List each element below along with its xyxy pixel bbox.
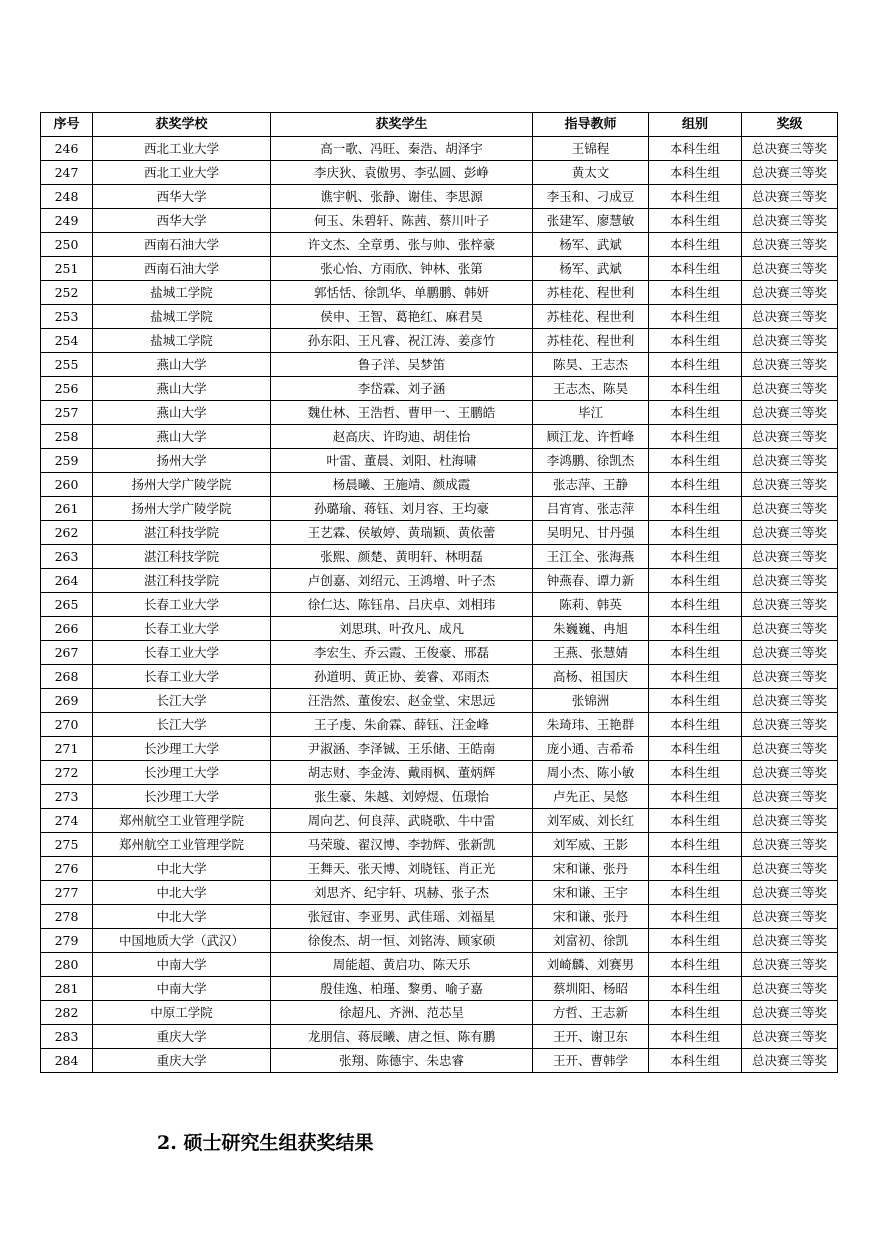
cell-award: 总决赛三等奖 [742, 449, 838, 473]
cell-students: 周能超、黄启功、陈天乐 [271, 953, 533, 977]
cell-award: 总决赛三等奖 [742, 377, 838, 401]
cell-award: 总决赛三等奖 [742, 569, 838, 593]
cell-group: 本科生组 [649, 497, 742, 521]
cell-advisors: 陈昊、王志杰 [533, 353, 649, 377]
cell-group: 本科生组 [649, 785, 742, 809]
cell-school: 中南大学 [93, 977, 271, 1001]
table-header-row [41, 113, 838, 137]
cell-students: 卢创嘉、刘绍元、王鸿增、叶子杰 [271, 569, 533, 593]
cell-index: 279 [41, 929, 93, 953]
table-row [41, 809, 838, 833]
cell-advisors: 李玉和、刁成豆 [533, 185, 649, 209]
cell-school: 燕山大学 [93, 353, 271, 377]
cell-students: 王舞天、张天博、刘晓钰、肖正光 [271, 857, 533, 881]
cell-advisors: 王开、谢卫东 [533, 1025, 649, 1049]
cell-advisors: 王江全、张海燕 [533, 545, 649, 569]
cell-index: 265 [41, 593, 93, 617]
table-row [41, 641, 838, 665]
cell-students: 许文杰、全章勇、张与帅、张梓豪 [271, 233, 533, 257]
table-row [41, 1049, 838, 1073]
cell-advisors: 黄太文 [533, 161, 649, 185]
cell-award: 总决赛三等奖 [742, 425, 838, 449]
cell-award: 总决赛三等奖 [742, 353, 838, 377]
table-row [41, 473, 838, 497]
cell-index: 283 [41, 1025, 93, 1049]
cell-award: 总决赛三等奖 [742, 665, 838, 689]
cell-award: 总决赛三等奖 [742, 905, 838, 929]
cell-students: 杨晨曦、王施靖、颜成霞 [271, 473, 533, 497]
cell-school: 盐城工学院 [93, 281, 271, 305]
table-row [41, 881, 838, 905]
cell-school: 扬州大学 [93, 449, 271, 473]
cell-students: 侯申、王智、葛艳红、麻君昊 [271, 305, 533, 329]
cell-group: 本科生组 [649, 689, 742, 713]
cell-group: 本科生组 [649, 929, 742, 953]
cell-group: 本科生组 [649, 641, 742, 665]
cell-students: 赵高庆、许昀迪、胡佳怡 [271, 425, 533, 449]
table-row [41, 665, 838, 689]
cell-index: 273 [41, 785, 93, 809]
cell-index: 281 [41, 977, 93, 1001]
cell-advisors: 方哲、王志新 [533, 1001, 649, 1025]
cell-award: 总决赛三等奖 [742, 689, 838, 713]
cell-award: 总决赛三等奖 [742, 641, 838, 665]
cell-students: 王子虔、朱俞霖、薛钰、汪金峰 [271, 713, 533, 737]
cell-group: 本科生组 [649, 425, 742, 449]
cell-group: 本科生组 [649, 161, 742, 185]
cell-award: 总决赛三等奖 [742, 737, 838, 761]
table-row [41, 233, 838, 257]
cell-group: 本科生组 [649, 977, 742, 1001]
cell-students: 谯宇帆、张静、谢佳、李思源 [271, 185, 533, 209]
cell-award: 总决赛三等奖 [742, 833, 838, 857]
cell-advisors: 苏桂花、程世利 [533, 329, 649, 353]
cell-school: 长春工业大学 [93, 665, 271, 689]
cell-index: 267 [41, 641, 93, 665]
table-row [41, 1025, 838, 1049]
cell-school: 燕山大学 [93, 425, 271, 449]
cell-school: 中北大学 [93, 881, 271, 905]
cell-advisors: 吴明兄、甘丹强 [533, 521, 649, 545]
cell-students: 张心怡、方雨欣、钟林、张第 [271, 257, 533, 281]
table-row [41, 353, 838, 377]
cell-school: 中北大学 [93, 857, 271, 881]
cell-school: 长江大学 [93, 689, 271, 713]
cell-advisors: 高杨、祖国庆 [533, 665, 649, 689]
cell-award: 总决赛三等奖 [742, 521, 838, 545]
table-row [41, 761, 838, 785]
cell-group: 本科生组 [649, 713, 742, 737]
cell-group: 本科生组 [649, 281, 742, 305]
table-row [41, 1001, 838, 1025]
cell-students: 张翔、陈德宇、朱忠睿 [271, 1049, 533, 1073]
cell-school: 湛江科技学院 [93, 569, 271, 593]
cell-group: 本科生组 [649, 353, 742, 377]
cell-group: 本科生组 [649, 473, 742, 497]
cell-group: 本科生组 [649, 305, 742, 329]
cell-group: 本科生组 [649, 1025, 742, 1049]
awards-table [40, 112, 838, 1073]
table-row [41, 545, 838, 569]
cell-school: 西北工业大学 [93, 137, 271, 161]
cell-advisors: 蔡圳阳、杨昭 [533, 977, 649, 1001]
cell-index: 249 [41, 209, 93, 233]
cell-advisors: 周小杰、陈小敏 [533, 761, 649, 785]
cell-index: 248 [41, 185, 93, 209]
cell-group: 本科生组 [649, 233, 742, 257]
table-row [41, 713, 838, 737]
cell-advisors: 宋和谦、张丹 [533, 905, 649, 929]
cell-school: 西华大学 [93, 185, 271, 209]
cell-school: 中原工学院 [93, 1001, 271, 1025]
cell-award: 总决赛三等奖 [742, 809, 838, 833]
cell-index: 250 [41, 233, 93, 257]
cell-school: 长春工业大学 [93, 641, 271, 665]
cell-award: 总决赛三等奖 [742, 137, 838, 161]
cell-students: 张生豪、朱越、刘婷煜、伍璟怡 [271, 785, 533, 809]
cell-index: 259 [41, 449, 93, 473]
cell-students: 何玉、朱碧轩、陈茜、蔡川叶子 [271, 209, 533, 233]
cell-group: 本科生组 [649, 1001, 742, 1025]
cell-index: 270 [41, 713, 93, 737]
cell-index: 280 [41, 953, 93, 977]
table-row [41, 977, 838, 1001]
cell-award: 总决赛三等奖 [742, 401, 838, 425]
cell-school: 重庆大学 [93, 1025, 271, 1049]
cell-award: 总决赛三等奖 [742, 1025, 838, 1049]
cell-students: 马荣璇、翟汉博、李勃辉、张新凯 [271, 833, 533, 857]
cell-index: 260 [41, 473, 93, 497]
cell-advisors: 张志萍、王静 [533, 473, 649, 497]
cell-advisors: 王锦程 [533, 137, 649, 161]
cell-group: 本科生组 [649, 881, 742, 905]
col-header-students: 获奖学生 [271, 113, 533, 137]
cell-group: 本科生组 [649, 737, 742, 761]
cell-award: 总决赛三等奖 [742, 977, 838, 1001]
cell-students: 高一歌、冯旺、秦浩、胡泽宇 [271, 137, 533, 161]
cell-award: 总决赛三等奖 [742, 617, 838, 641]
cell-group: 本科生组 [649, 761, 742, 785]
cell-index: 257 [41, 401, 93, 425]
cell-index: 264 [41, 569, 93, 593]
cell-award: 总决赛三等奖 [742, 281, 838, 305]
cell-award: 总决赛三等奖 [742, 305, 838, 329]
cell-students: 尹淑涵、李泽铖、王乐储、王皓南 [271, 737, 533, 761]
cell-advisors: 朱巍巍、冉旭 [533, 617, 649, 641]
cell-school: 郑州航空工业管理学院 [93, 809, 271, 833]
cell-index: 253 [41, 305, 93, 329]
cell-advisors: 王开、曹韩学 [533, 1049, 649, 1073]
cell-award: 总决赛三等奖 [742, 785, 838, 809]
cell-group: 本科生组 [649, 257, 742, 281]
cell-students: 张熙、颜楚、黄明轩、林明磊 [271, 545, 533, 569]
cell-index: 263 [41, 545, 93, 569]
cell-index: 258 [41, 425, 93, 449]
cell-group: 本科生组 [649, 137, 742, 161]
cell-advisors: 顾江龙、许哲峰 [533, 425, 649, 449]
table-body [41, 137, 838, 1073]
cell-group: 本科生组 [649, 545, 742, 569]
table-row [41, 953, 838, 977]
cell-school: 重庆大学 [93, 1049, 271, 1073]
cell-advisors: 钟燕春、谭力新 [533, 569, 649, 593]
cell-group: 本科生组 [649, 329, 742, 353]
table-row [41, 929, 838, 953]
cell-group: 本科生组 [649, 449, 742, 473]
cell-group: 本科生组 [649, 617, 742, 641]
col-header-index: 序号 [41, 113, 93, 137]
table-row [41, 449, 838, 473]
cell-index: 254 [41, 329, 93, 353]
cell-index: 271 [41, 737, 93, 761]
cell-group: 本科生组 [649, 1049, 742, 1073]
cell-index: 247 [41, 161, 93, 185]
cell-award: 总决赛三等奖 [742, 545, 838, 569]
cell-school: 燕山大学 [93, 401, 271, 425]
col-header-advisors: 指导教师 [533, 113, 649, 137]
cell-school: 盐城工学院 [93, 329, 271, 353]
table-row [41, 209, 838, 233]
cell-students: 鲁子洋、吴梦笛 [271, 353, 533, 377]
cell-index: 277 [41, 881, 93, 905]
cell-school: 西南石油大学 [93, 233, 271, 257]
table-row [41, 257, 838, 281]
cell-students: 徐俊杰、胡一恒、刘铭涛、顾家硕 [271, 929, 533, 953]
cell-group: 本科生组 [649, 209, 742, 233]
cell-students: 孙道明、黄正协、姜睿、邓雨杰 [271, 665, 533, 689]
cell-students: 张冠宙、李亚男、武佳瑶、刘福星 [271, 905, 533, 929]
cell-index: 282 [41, 1001, 93, 1025]
cell-school: 郑州航空工业管理学院 [93, 833, 271, 857]
cell-award: 总决赛三等奖 [742, 497, 838, 521]
cell-school: 扬州大学广陵学院 [93, 473, 271, 497]
table-row [41, 425, 838, 449]
cell-students: 孙东阳、王凡睿、祝江涛、姜彦竹 [271, 329, 533, 353]
cell-students: 郭恬恬、徐凯华、单鹏鹏、韩妍 [271, 281, 533, 305]
cell-award: 总决赛三等奖 [742, 329, 838, 353]
cell-advisors: 刘崎麟、刘赛男 [533, 953, 649, 977]
cell-index: 275 [41, 833, 93, 857]
table-row [41, 905, 838, 929]
cell-students: 徐超凡、齐洲、范芯呈 [271, 1001, 533, 1025]
cell-award: 总决赛三等奖 [742, 209, 838, 233]
table-row [41, 497, 838, 521]
table-row [41, 617, 838, 641]
cell-school: 湛江科技学院 [93, 545, 271, 569]
cell-index: 246 [41, 137, 93, 161]
cell-index: 272 [41, 761, 93, 785]
cell-advisors: 庞小通、吉希希 [533, 737, 649, 761]
table-row [41, 785, 838, 809]
cell-advisors: 苏桂花、程世利 [533, 305, 649, 329]
cell-school: 扬州大学广陵学院 [93, 497, 271, 521]
cell-advisors: 李鸿鹏、徐凯杰 [533, 449, 649, 473]
table-row [41, 833, 838, 857]
cell-school: 中北大学 [93, 905, 271, 929]
cell-award: 总决赛三等奖 [742, 881, 838, 905]
table-row [41, 521, 838, 545]
cell-advisors: 刘军威、王影 [533, 833, 649, 857]
cell-award: 总决赛三等奖 [742, 1001, 838, 1025]
cell-index: 256 [41, 377, 93, 401]
cell-advisors: 王燕、张慧婧 [533, 641, 649, 665]
cell-students: 李庆狄、袁傲男、李弘圆、彭峥 [271, 161, 533, 185]
cell-students: 叶雷、董晨、刘阳、杜海啸 [271, 449, 533, 473]
cell-school: 长春工业大学 [93, 593, 271, 617]
cell-advisors: 王志杰、陈昊 [533, 377, 649, 401]
cell-school: 湛江科技学院 [93, 521, 271, 545]
cell-students: 殷佳逸、柏瑾、黎勇、喻子嘉 [271, 977, 533, 1001]
table-row [41, 737, 838, 761]
table-row [41, 593, 838, 617]
cell-students: 刘思齐、纪宇轩、巩赫、张子杰 [271, 881, 533, 905]
cell-advisors: 张建军、廖慧敏 [533, 209, 649, 233]
cell-school: 西北工业大学 [93, 161, 271, 185]
table-row [41, 161, 838, 185]
cell-school: 长江大学 [93, 713, 271, 737]
cell-award: 总决赛三等奖 [742, 761, 838, 785]
table-row [41, 569, 838, 593]
cell-award: 总决赛三等奖 [742, 857, 838, 881]
cell-school: 长沙理工大学 [93, 737, 271, 761]
cell-advisors: 苏桂花、程世利 [533, 281, 649, 305]
cell-group: 本科生组 [649, 185, 742, 209]
cell-group: 本科生组 [649, 401, 742, 425]
cell-advisors: 朱琦玮、王艳群 [533, 713, 649, 737]
cell-students: 孙璐瑜、蒋钰、刘月容、王均豪 [271, 497, 533, 521]
cell-index: 262 [41, 521, 93, 545]
cell-students: 王艺霖、侯敏婷、黄瑞颖、黄依蕾 [271, 521, 533, 545]
section-heading: 2. 硕士研究生组获奖结果 [157, 1132, 374, 1154]
col-header-group: 组别 [649, 113, 742, 137]
table-row [41, 401, 838, 425]
cell-award: 总决赛三等奖 [742, 929, 838, 953]
cell-students: 周向艺、何良萍、武晓歌、牛中雷 [271, 809, 533, 833]
cell-school: 长春工业大学 [93, 617, 271, 641]
col-header-award: 奖级 [742, 113, 838, 137]
cell-advisors: 杨军、武斌 [533, 233, 649, 257]
cell-index: 268 [41, 665, 93, 689]
cell-index: 261 [41, 497, 93, 521]
cell-group: 本科生组 [649, 593, 742, 617]
table-row [41, 329, 838, 353]
cell-advisors: 吕宵宵、张志萍 [533, 497, 649, 521]
cell-group: 本科生组 [649, 833, 742, 857]
cell-school: 长沙理工大学 [93, 761, 271, 785]
cell-index: 274 [41, 809, 93, 833]
cell-advisors: 宋和谦、王宇 [533, 881, 649, 905]
cell-group: 本科生组 [649, 809, 742, 833]
cell-advisors: 毕江 [533, 401, 649, 425]
cell-advisors: 刘富初、徐凯 [533, 929, 649, 953]
cell-index: 284 [41, 1049, 93, 1073]
cell-students: 魏仕林、王浩哲、曹甲一、王鹏皓 [271, 401, 533, 425]
cell-advisors: 刘军威、刘长红 [533, 809, 649, 833]
cell-students: 胡志财、李金涛、戴雨枫、董炳辉 [271, 761, 533, 785]
cell-group: 本科生组 [649, 569, 742, 593]
cell-school: 长沙理工大学 [93, 785, 271, 809]
table-row [41, 185, 838, 209]
cell-group: 本科生组 [649, 953, 742, 977]
cell-school: 盐城工学院 [93, 305, 271, 329]
cell-students: 刘思琪、叶孜凡、成凡 [271, 617, 533, 641]
cell-award: 总决赛三等奖 [742, 953, 838, 977]
cell-index: 278 [41, 905, 93, 929]
cell-students: 李岱霖、刘子涵 [271, 377, 533, 401]
table-row [41, 377, 838, 401]
cell-award: 总决赛三等奖 [742, 257, 838, 281]
cell-group: 本科生组 [649, 857, 742, 881]
cell-group: 本科生组 [649, 665, 742, 689]
cell-school: 西南石油大学 [93, 257, 271, 281]
cell-advisors: 陈莉、韩英 [533, 593, 649, 617]
cell-school: 中南大学 [93, 953, 271, 977]
col-header-school: 获奖学校 [93, 113, 271, 137]
cell-index: 251 [41, 257, 93, 281]
cell-advisors: 杨军、武斌 [533, 257, 649, 281]
table-row [41, 689, 838, 713]
cell-students: 李宏生、乔云霞、王俊豪、邢磊 [271, 641, 533, 665]
cell-award: 总决赛三等奖 [742, 161, 838, 185]
table-row [41, 857, 838, 881]
cell-school: 西华大学 [93, 209, 271, 233]
cell-index: 269 [41, 689, 93, 713]
cell-index: 266 [41, 617, 93, 641]
cell-index: 276 [41, 857, 93, 881]
cell-award: 总决赛三等奖 [742, 713, 838, 737]
cell-index: 252 [41, 281, 93, 305]
cell-students: 龙朋信、蒋辰曦、唐之恒、陈有鹏 [271, 1025, 533, 1049]
table-row [41, 305, 838, 329]
cell-students: 徐仁达、陈钰帛、吕庆卓、刘相玮 [271, 593, 533, 617]
cell-group: 本科生组 [649, 521, 742, 545]
cell-award: 总决赛三等奖 [742, 593, 838, 617]
cell-advisors: 宋和谦、张丹 [533, 857, 649, 881]
cell-group: 本科生组 [649, 905, 742, 929]
cell-award: 总决赛三等奖 [742, 473, 838, 497]
cell-award: 总决赛三等奖 [742, 233, 838, 257]
cell-award: 总决赛三等奖 [742, 1049, 838, 1073]
table-row [41, 281, 838, 305]
cell-school: 中国地质大学（武汉） [93, 929, 271, 953]
cell-school: 燕山大学 [93, 377, 271, 401]
table-row [41, 137, 838, 161]
cell-advisors: 张锦洲 [533, 689, 649, 713]
cell-award: 总决赛三等奖 [742, 185, 838, 209]
cell-advisors: 卢先正、吴悠 [533, 785, 649, 809]
cell-index: 255 [41, 353, 93, 377]
cell-students: 汪浩然、董俊宏、赵金堂、宋思远 [271, 689, 533, 713]
cell-group: 本科生组 [649, 377, 742, 401]
